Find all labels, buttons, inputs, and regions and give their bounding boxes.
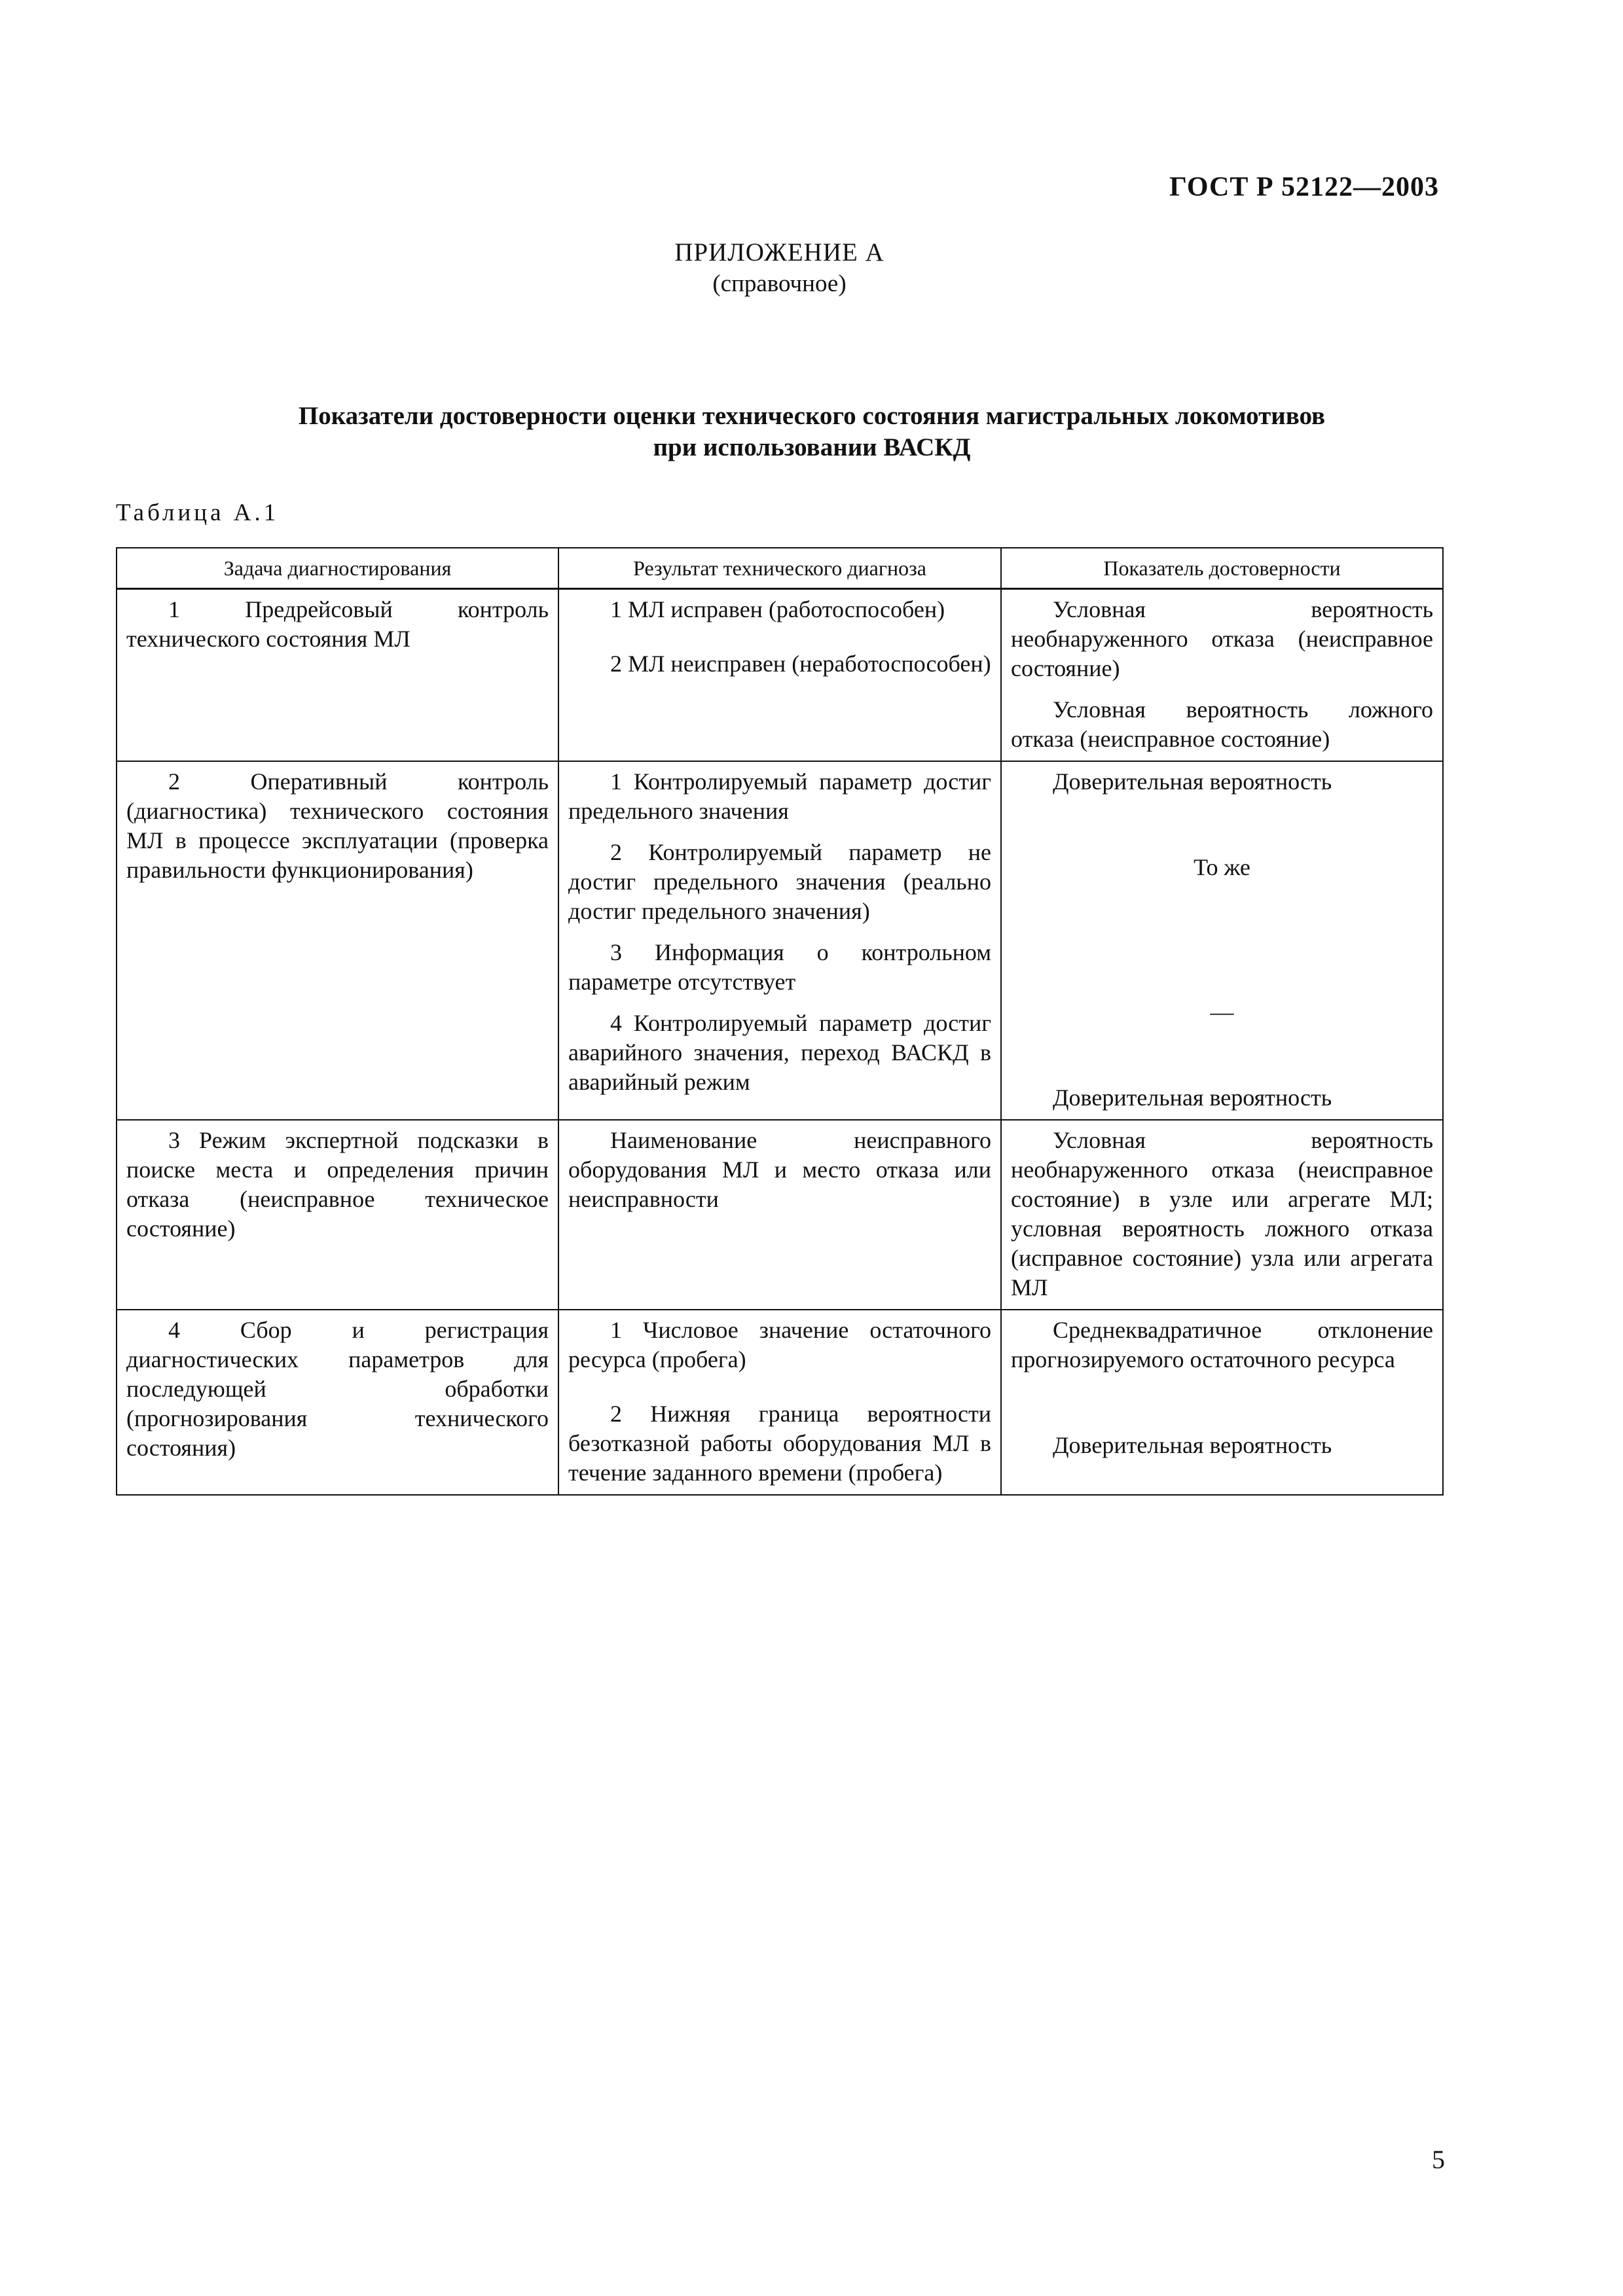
reliability-table <box>116 547 1444 1496</box>
task-text: 4 Сбор и регистрация диагностических параметров для последующей обработки (прогнозирования технического состояния) <box>126 1317 549 1461</box>
task-cell <box>117 589 558 762</box>
result-cell <box>558 1120 1001 1310</box>
task-text: 1 Предрейсовый контроль технического состояния МЛ <box>126 596 549 652</box>
indicator-cell <box>1001 589 1443 762</box>
result-text: 2 Нижняя граница вероятности безотказной работы оборудования МЛ в течение заданного времени (пробега) <box>568 1401 991 1486</box>
indicator-text: Доверительная вероятность <box>1053 768 1332 795</box>
result-text: 2 Контролируемый параметр не достиг предельного значения (реально достиг предельного значения) <box>568 839 991 924</box>
indicator-text: Условная вероятность необнаруженного отказа (неисправное состояние) в узле или агрегате МЛ; условная вероятность ложного отказа (исправное состояние) узла или агрегата МЛ <box>1011 1127 1433 1300</box>
document-code: ГОСТ Р 52122—2003 <box>1169 172 1439 202</box>
indicator-cell <box>1001 1310 1443 1495</box>
result-cell <box>558 1310 1001 1495</box>
column-header-indicator: Показатель достоверности <box>1001 548 1443 589</box>
result-text: 3 Информация о контрольном параметре отсутствует <box>568 939 991 995</box>
task-text: 2 Оперативный контроль (диагностика) технического состояния МЛ в процессе эксплуатации (проверка правильности функционирования) <box>126 768 549 883</box>
indicator-cell <box>1001 761 1443 1120</box>
indicator-text: То же <box>1194 854 1250 880</box>
annex-subtitle: (справочное) <box>712 270 847 297</box>
task-cell <box>117 1120 558 1310</box>
page-number: 5 <box>1432 2145 1445 2174</box>
task-text: 3 Режим экспертной подсказки в поиске места и определения причин отказа (неисправное техническое состояние) <box>126 1127 549 1242</box>
indicator-text: Условная вероятность ложного отказа (неисправное состояние) <box>1011 696 1433 752</box>
column-header-task: Задача диагностирования <box>117 548 558 589</box>
indicator-text: — <box>1210 999 1234 1025</box>
result-text: 1 Числовое значение остаточного ресурса (пробега) <box>568 1317 991 1372</box>
result-cell <box>558 589 1001 762</box>
table-label: Таблица А.1 <box>116 499 280 526</box>
indicator-cell <box>1001 1120 1443 1310</box>
result-text: 4 Контролируемый параметр достиг аварийного значения, переход ВАСКД в аварийный режим <box>568 1010 991 1095</box>
section-heading-line-1: Показатели достоверности оценки технического состояния магистральных локомотивов <box>298 402 1326 430</box>
result-text: Наименование неисправного оборудования МЛ и место отказа или неисправности <box>568 1127 991 1212</box>
table-row <box>117 1310 1443 1495</box>
table-row <box>117 1120 1443 1310</box>
annex-title: ПРИЛОЖЕНИЕ А <box>674 238 884 266</box>
result-text: 1 Контролируемый параметр достиг предельного значения <box>568 768 991 824</box>
indicator-text: Среднеквадратичное отклонение прогнозируемого остаточного ресурса <box>1011 1317 1433 1372</box>
task-cell <box>117 761 558 1120</box>
section-heading <box>157 401 1467 463</box>
table-header-row <box>117 548 1443 589</box>
table-row <box>117 589 1443 762</box>
result-text: 1 МЛ исправен (работоспособен) <box>610 596 945 622</box>
column-header-result: Результат технического диагноза <box>558 548 1001 589</box>
section-heading-line-2: при использовании ВАСКД <box>653 433 971 461</box>
result-text: 2 МЛ неисправен (неработоспособен) <box>610 651 991 677</box>
indicator-text: Доверительная вероятность <box>1053 1432 1332 1458</box>
task-cell <box>117 1310 558 1495</box>
result-cell <box>558 761 1001 1120</box>
indicator-text: Доверительная вероятность <box>1053 1085 1332 1111</box>
indicator-text: Условная вероятность необнаруженного отказа (неисправное состояние) <box>1011 596 1433 681</box>
table-row <box>117 761 1443 1120</box>
